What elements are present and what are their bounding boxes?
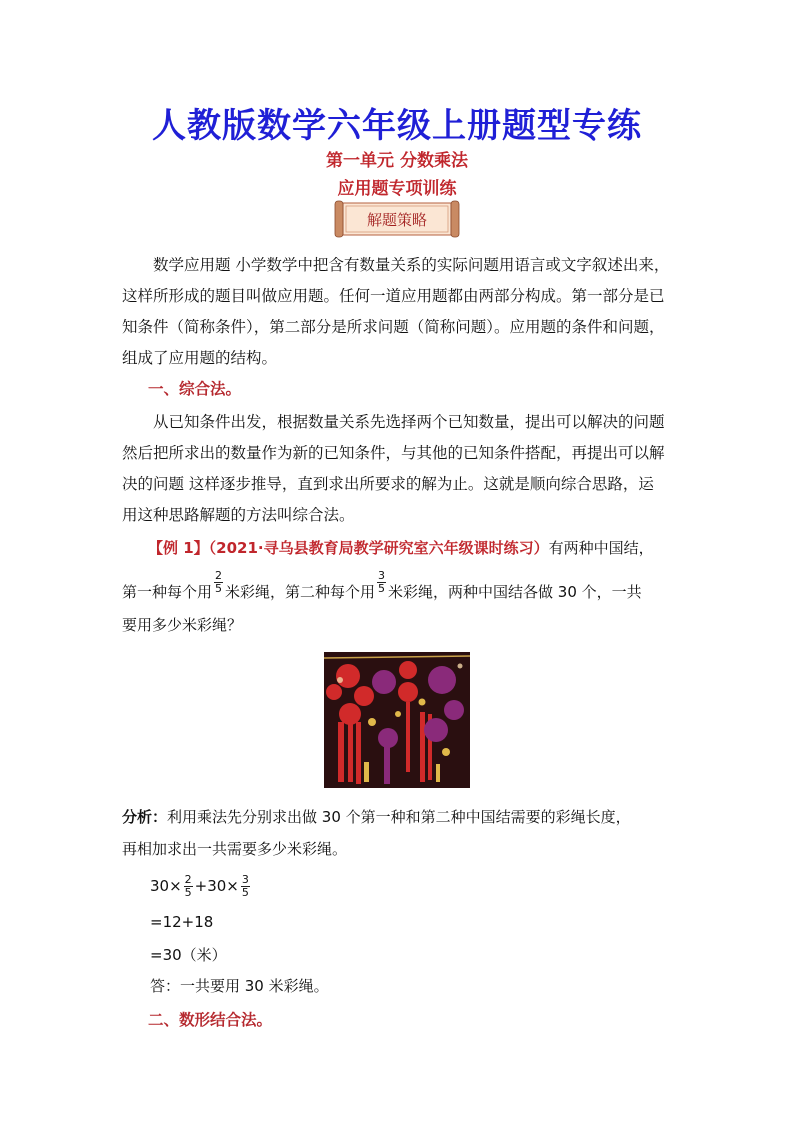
- section1-paragraph-cont: [122, 438, 682, 531]
- chinese-knot-photo: [324, 652, 470, 788]
- fraction-denominator: 5: [378, 582, 386, 595]
- intro-line: 知条件（简称条件），第二部分是所求问题（简称问题）。应用题的条件和问题，: [122, 318, 665, 336]
- fraction: [214, 570, 223, 595]
- calc-text: +30×: [194, 877, 239, 895]
- example-line-2: [122, 569, 642, 605]
- calc-answer: 答：一共要用 30 米彩绳。: [150, 977, 329, 995]
- intro-paragraph: [122, 250, 682, 281]
- section2-heading: 二、数形结合法。: [148, 1011, 273, 1029]
- analysis-label: 分析：: [122, 808, 168, 826]
- strategy-scroll-banner: [333, 200, 461, 238]
- chinese-knot-image: [324, 652, 470, 788]
- fraction-denominator: 5: [215, 582, 223, 595]
- intro-line: 数学应用题 小学数学中把含有数量关系的实际问题用语言或文字叙述出来，: [153, 256, 670, 274]
- example-source: （2021·寻乌县教育局教学研究室六年级课时练习）: [208, 539, 549, 557]
- example-tag: 【例 1】: [148, 539, 209, 557]
- example-text: 有两种中国结，: [548, 539, 654, 557]
- fraction: [377, 570, 386, 595]
- intro-line: 组成了应用题的结构。: [122, 349, 278, 367]
- section1-line: 从已知条件出发，根据数量关系先选择两个已知数量，提出可以解决的问题: [153, 413, 665, 431]
- example-text: 第一种每个用: [122, 583, 213, 601]
- fraction-numerator: 2: [184, 873, 192, 886]
- calc-text: 30×: [150, 877, 182, 895]
- fraction-denominator: 5: [184, 886, 192, 899]
- analysis-text: 利用乘法先分别求出做 30 个第一种和第二种中国结需要的彩绳长度，: [167, 808, 631, 826]
- example-text: 米彩绳，第二种每个用: [225, 583, 376, 601]
- intro-line: 这样所形成的题目叫做应用题。任何一道应用题都由两部分构成。第一部分是已: [122, 287, 665, 305]
- fraction-denominator: 5: [241, 886, 249, 899]
- section1-line: 然后把所求出的数量作为新的已知条件，与其他的已知条件搭配，再提出可以解: [122, 444, 665, 462]
- analysis-line-2: 再相加求出一共需要多少米彩绳。: [122, 840, 348, 858]
- analysis-line-1: [122, 806, 631, 827]
- example-line-3: 要用多少米彩绳？: [122, 616, 243, 634]
- section1-paragraph: [122, 407, 682, 438]
- calc-step-3: =30（米）: [150, 946, 227, 964]
- intro-paragraph-cont: [122, 281, 682, 374]
- unit-title: 第一单元 分数乘法: [326, 151, 468, 171]
- fraction-numerator: 3: [241, 873, 249, 886]
- section-title: 应用题专项训练: [337, 179, 457, 199]
- document-title: 人教版数学六年级上册题型专练: [152, 106, 642, 146]
- fraction: [184, 874, 193, 899]
- fraction-numerator: 2: [215, 569, 223, 582]
- fraction-numerator: 3: [378, 569, 386, 582]
- section1-line: 决的问题 这样逐步推导，直到求出所要求的解为止。这就是顺向综合思路，运: [122, 475, 654, 493]
- section1-heading: 一、综合法。: [148, 380, 242, 398]
- section1-line: 用这种思路解题的方法叫综合法。: [122, 506, 355, 524]
- calc-step-2: =12+18: [150, 913, 214, 931]
- calc-expression: [150, 874, 252, 899]
- example-text: 米彩绳，两种中国结各做 30 个，一共: [388, 583, 642, 601]
- strategy-label: 解题策略: [366, 211, 427, 229]
- example-line-1: [148, 537, 654, 558]
- fraction: [241, 874, 250, 899]
